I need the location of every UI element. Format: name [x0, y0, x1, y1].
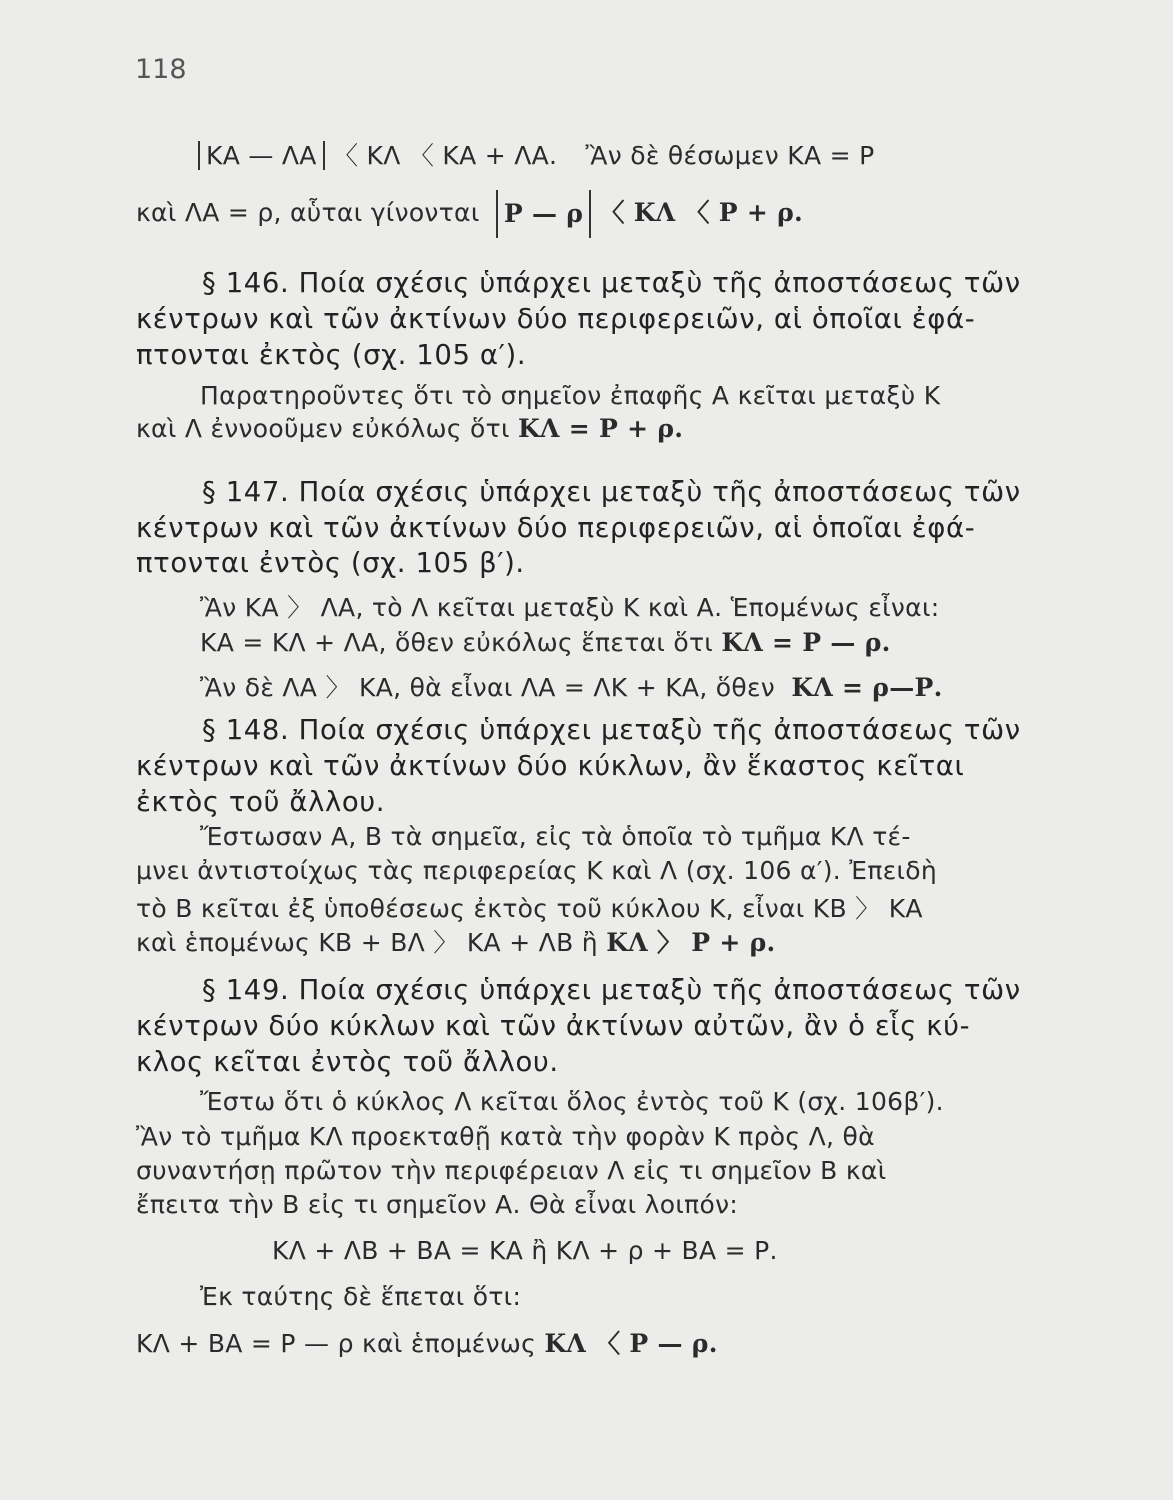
section-148-text-4a: καὶ ἑπομένως ΚΒ + ΒΛ 〉 ΚΑ + ΛΒ ἢ	[136, 928, 598, 957]
inequality-tail: Ἂν δὲ θέσωμεν ΚΑ = Ρ	[585, 141, 875, 170]
section-149-equation: ΚΛ + ΛΒ + ΒΑ = ΚΑ ἢ ΚΛ + ρ + ΒΑ = Ρ.	[272, 1236, 778, 1265]
section-146-heading-2: κέντρων καὶ τῶν ἀκτίνων δύο περιφερειῶν, αἱ ὁποῖαι ἐφά-	[136, 303, 976, 335]
section-149-text-3: συναντήσῃ πρῶτον τὴν περιφέρειαν Λ εἰς τι σημεῖον Β καὶ	[136, 1156, 887, 1185]
section-148-result: ΚΛ 〉 Ρ + ρ.	[606, 928, 776, 957]
section-149-heading-3: κλος κεῖται ἐντὸς τοῦ ἄλλου.	[136, 1046, 559, 1078]
section-147-text-3	[200, 668, 943, 704]
section-148-text-2: μνει ἀντιστοίχως τὰς περιφερείας Κ καὶ Λ (σχ. 106 α′). Ἐπειδὴ	[136, 856, 938, 885]
section-147-result-2: ΚΛ = ρ—Ρ.	[791, 673, 943, 702]
inequality-line-2-start: καὶ ΛΑ = ρ, αὗται γίνονται	[136, 198, 480, 227]
section-147-heading-1: § 147. Ποία σχέσις ὑπάρχει μεταξὺ τῆς ἀποστάσεως τῶν	[202, 476, 1021, 508]
inequality-middle: 〈 ΚΛ 〈 ΚΑ + ΛΑ.	[332, 141, 558, 170]
section-148-text-3: τὸ Β κεῖται ἐξ ὑποθέσεως ἐκτὸς τοῦ κύκλου Κ, εἶναι ΚΒ 〉 ΚΑ	[136, 894, 923, 923]
section-149-text-5: Ἐκ ταύτης δὲ ἕπεται ὅτι:	[200, 1282, 522, 1311]
section-149-text-6a: ΚΛ + ΒΑ = Ρ — ρ καὶ ἑπομένως	[136, 1329, 537, 1358]
section-148-heading-2: κέντρων καὶ τῶν ἀκτίνων δύο κύκλων, ἂν ἕκαστος κεῖται	[136, 750, 965, 782]
section-147-text-3a: Ἂν δὲ ΛΑ 〉 ΚΑ, θὰ εἶναι ΛΑ = ΛΚ + ΚΑ, ὅθεν	[200, 673, 776, 702]
section-149-text-2: Ἂν τὸ τμῆμα ΚΛ προεκταθῇ κατὰ τὴν φορὰν Κ πρὸς Λ, θὰ	[136, 1122, 875, 1151]
section-149-text-4: ἔπειτα τὴν Β εἰς τι σημεῖον Α. Θὰ εἶναι λοιπόν:	[136, 1190, 739, 1219]
section-146-result: ΚΛ = Ρ + ρ.	[518, 414, 684, 443]
section-147-text-1: Ἂν ΚΑ 〉 ΛΑ, τὸ Λ κεῖται μεταξὺ Κ καὶ Α. Ἑπομένως εἶναι:	[200, 593, 940, 622]
inequality-line-2	[136, 190, 803, 238]
absolute-value-r-rho: Ρ — ρ	[496, 190, 591, 238]
inequality-line-2-end: 〈 ΚΛ 〈 Ρ + ρ.	[599, 198, 804, 227]
section-147-text-2	[200, 628, 891, 657]
inequality-line-1	[198, 136, 874, 172]
section-148-heading-3: ἐκτὸς τοῦ ἄλλου.	[136, 786, 386, 818]
absolute-value-ka-la: ΚΑ — ΛΑ	[198, 141, 325, 170]
section-149-text-6	[136, 1324, 718, 1360]
section-146-text-2	[136, 414, 683, 443]
section-147-heading-2: κέντρων καὶ τῶν ἀκτίνων δύο περιφερειῶν, αἱ ὁποῖαι ἐφά-	[136, 512, 976, 544]
section-149-text-1: Ἔστω ὅτι ὁ κύκλος Λ κεῖται ὅλος ἐντὸς τοῦ Κ (σχ. 106β′).	[200, 1087, 944, 1116]
section-148-text-1: Ἔστωσαν Α, Β τὰ σημεῖα, εἰς τὰ ὁποῖα τὸ τμῆμα ΚΛ τέ-	[200, 822, 911, 851]
page-number: 118	[135, 54, 187, 85]
section-146-heading-1: § 146. Ποία σχέσις ὑπάρχει μεταξὺ τῆς ἀποστάσεως τῶν	[202, 267, 1021, 299]
section-146-heading-3: πτονται ἐκτὸς (σχ. 105 α′).	[136, 339, 527, 371]
section-146-text-2a: καὶ Λ ἐννοοῦμεν εὐκόλως ὅτι	[136, 414, 510, 443]
section-147-result-1: ΚΛ = Ρ — ρ.	[721, 628, 891, 657]
section-146-text-1: Παρατηροῦντες ὅτι τὸ σημεῖον ἐπαφῆς Α κεῖται μεταξὺ Κ	[200, 381, 941, 410]
section-148-text-4	[136, 923, 776, 959]
section-147-heading-3: πτονται ἐντὸς (σχ. 105 β′).	[136, 547, 525, 579]
section-147-text-2a: ΚΑ = ΚΛ + ΛΑ, ὅθεν εὐκόλως ἕπεται ὅτι	[200, 628, 714, 657]
section-148-heading-1: § 148. Ποία σχέσις ὑπάρχει μεταξὺ τῆς ἀποστάσεως τῶν	[202, 714, 1021, 746]
section-149-heading-2: κέντρων δύο κύκλων καὶ τῶν ἀκτίνων αὐτῶν, ἂν ὁ εἷς κύ-	[136, 1010, 971, 1042]
section-149-heading-1: § 149. Ποία σχέσις ὑπάρχει μεταξὺ τῆς ἀποστάσεως τῶν	[202, 974, 1021, 1006]
section-149-result: ΚΛ 〈 Ρ — ρ.	[544, 1329, 718, 1358]
